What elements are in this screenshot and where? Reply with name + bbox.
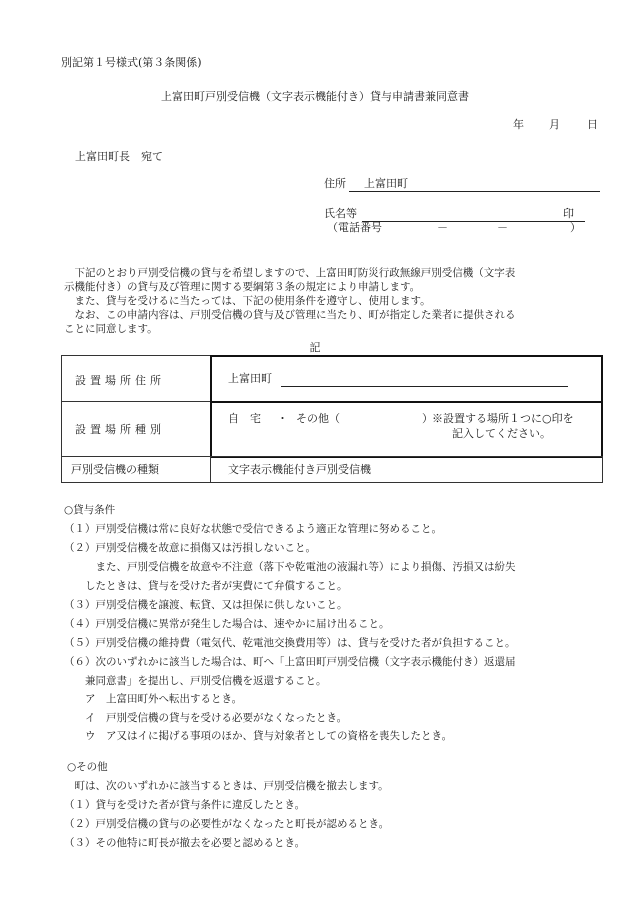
- addressee: 上富田町長 宛て: [75, 150, 163, 163]
- condition-line: （６）次のいずれかに該当した場合は、町へ「上富田町戸別受信機（文字表示機能付き）返還届: [64, 656, 516, 668]
- document-title: 上富田町戸別受信機（文字表示機能付き）貸与申請書兼同意書: [161, 90, 469, 103]
- row2-note-2: 記入してください。: [452, 427, 551, 440]
- other-line: （３）その他特に町長が撤去を必要と認めるとき。: [64, 837, 306, 849]
- condition-line: また、戸別受信機を故意や不注意（落下や乾電池の液漏れ等）により損傷、汚損又は紛失: [64, 561, 516, 573]
- row2-other[interactable]: その他（: [296, 412, 340, 425]
- address-value[interactable]: 上富田町: [364, 177, 408, 190]
- condition-line: ア 上富田町外へ転出するとき。: [64, 693, 243, 705]
- application-table: [61, 355, 603, 483]
- address-label: 住所: [324, 177, 346, 190]
- condition-line: （５）戸別受信機の維持費（電気代、乾電池交換費用等）は、貸与を受けた者が負担すること。: [64, 637, 516, 649]
- condition-line: したときは、貸与を受けた者が実費にて弁償すること。: [64, 580, 348, 592]
- form-reference: 別記第１号様式(第３条関係): [61, 56, 202, 69]
- phone-dash-1: －: [437, 221, 448, 234]
- intro-line-3: また、貸与を受けるに当たっては、下記の使用条件を遵守し、使用します。: [64, 295, 431, 307]
- condition-line: 兼同意書」を提出し、戸別受信機を返還すること。: [64, 675, 327, 687]
- name-label: 氏名等: [324, 207, 357, 220]
- other-heading: ○その他: [67, 761, 108, 773]
- date-day: 日: [587, 118, 598, 131]
- phone-label: （電話番号: [327, 221, 382, 234]
- condition-line: （２）戸別受信機を故意に損傷又は汚損しないこと。: [64, 542, 316, 554]
- row2-note-1: ※設置する場所１つに○印を: [432, 412, 574, 425]
- condition-line: イ 戸別受信機の貸与を受ける必要がなくなったとき。: [64, 712, 348, 724]
- name-underline: [362, 221, 585, 222]
- intro-line-4: なお、この申請内容は、戸別受信機の貸与及び管理に当たり、町が指定した業者に提供される: [64, 309, 516, 321]
- row1-label: 設置場所住所: [75, 374, 165, 387]
- phone-dash-2: －: [497, 221, 508, 234]
- phone-close: ）: [570, 221, 581, 234]
- row2-dot: ・: [277, 412, 288, 425]
- row3-value: 文字表示機能付き戸別受信機: [228, 463, 371, 476]
- seal-mark: 印: [563, 207, 574, 220]
- intro-line-1: 下記のとおり戸別受信機の貸与を希望しますので、上富田町防災行政無線戸別受信機（文字表: [64, 267, 516, 279]
- conditions-heading: ○貸与条件: [64, 504, 116, 516]
- intro-line-5: ことに同意します。: [64, 323, 158, 335]
- row2-close: ）: [422, 412, 433, 425]
- condition-line: （１）戸別受信機は常に良好な状態で受信できるよう適正な管理に努めること。: [64, 523, 442, 535]
- row1-underline: [281, 386, 568, 387]
- row2-label: 設置場所種別: [75, 423, 165, 436]
- address-underline: [349, 191, 600, 192]
- row3-label: 戸別受信機の種類: [71, 463, 159, 476]
- other-line: （１）貸与を受けた者が貸与条件に違反したとき。: [64, 799, 306, 811]
- condition-line: （４）戸別受信機に異常が発生した場合は、速やかに届け出ること。: [64, 618, 390, 630]
- date-month: 月: [549, 118, 560, 131]
- row1-value[interactable]: 上富田町: [228, 372, 272, 385]
- condition-line: ウ ア又はイに掲げる事項のほか、貸与対象者としての資格を喪失したとき。: [64, 730, 453, 742]
- row2-home[interactable]: 自 宅: [228, 412, 261, 425]
- intro-line-2: 示機能付き）の貸与及び管理に関する要綱第３条の規定により申請します。: [64, 281, 421, 293]
- ki-mark: 記: [309, 341, 321, 354]
- date-year: 年: [513, 118, 524, 131]
- other-line: （２）戸別受信機の貸与の必要性がなくなったと町長が認めるとき。: [64, 818, 390, 830]
- condition-line: （３）戸別受信機を譲渡、転貸、又は担保に供しないこと。: [64, 599, 348, 611]
- other-line: 町は、次のいずれかに該当するときは、戸別受信機を撤去します。: [64, 780, 389, 792]
